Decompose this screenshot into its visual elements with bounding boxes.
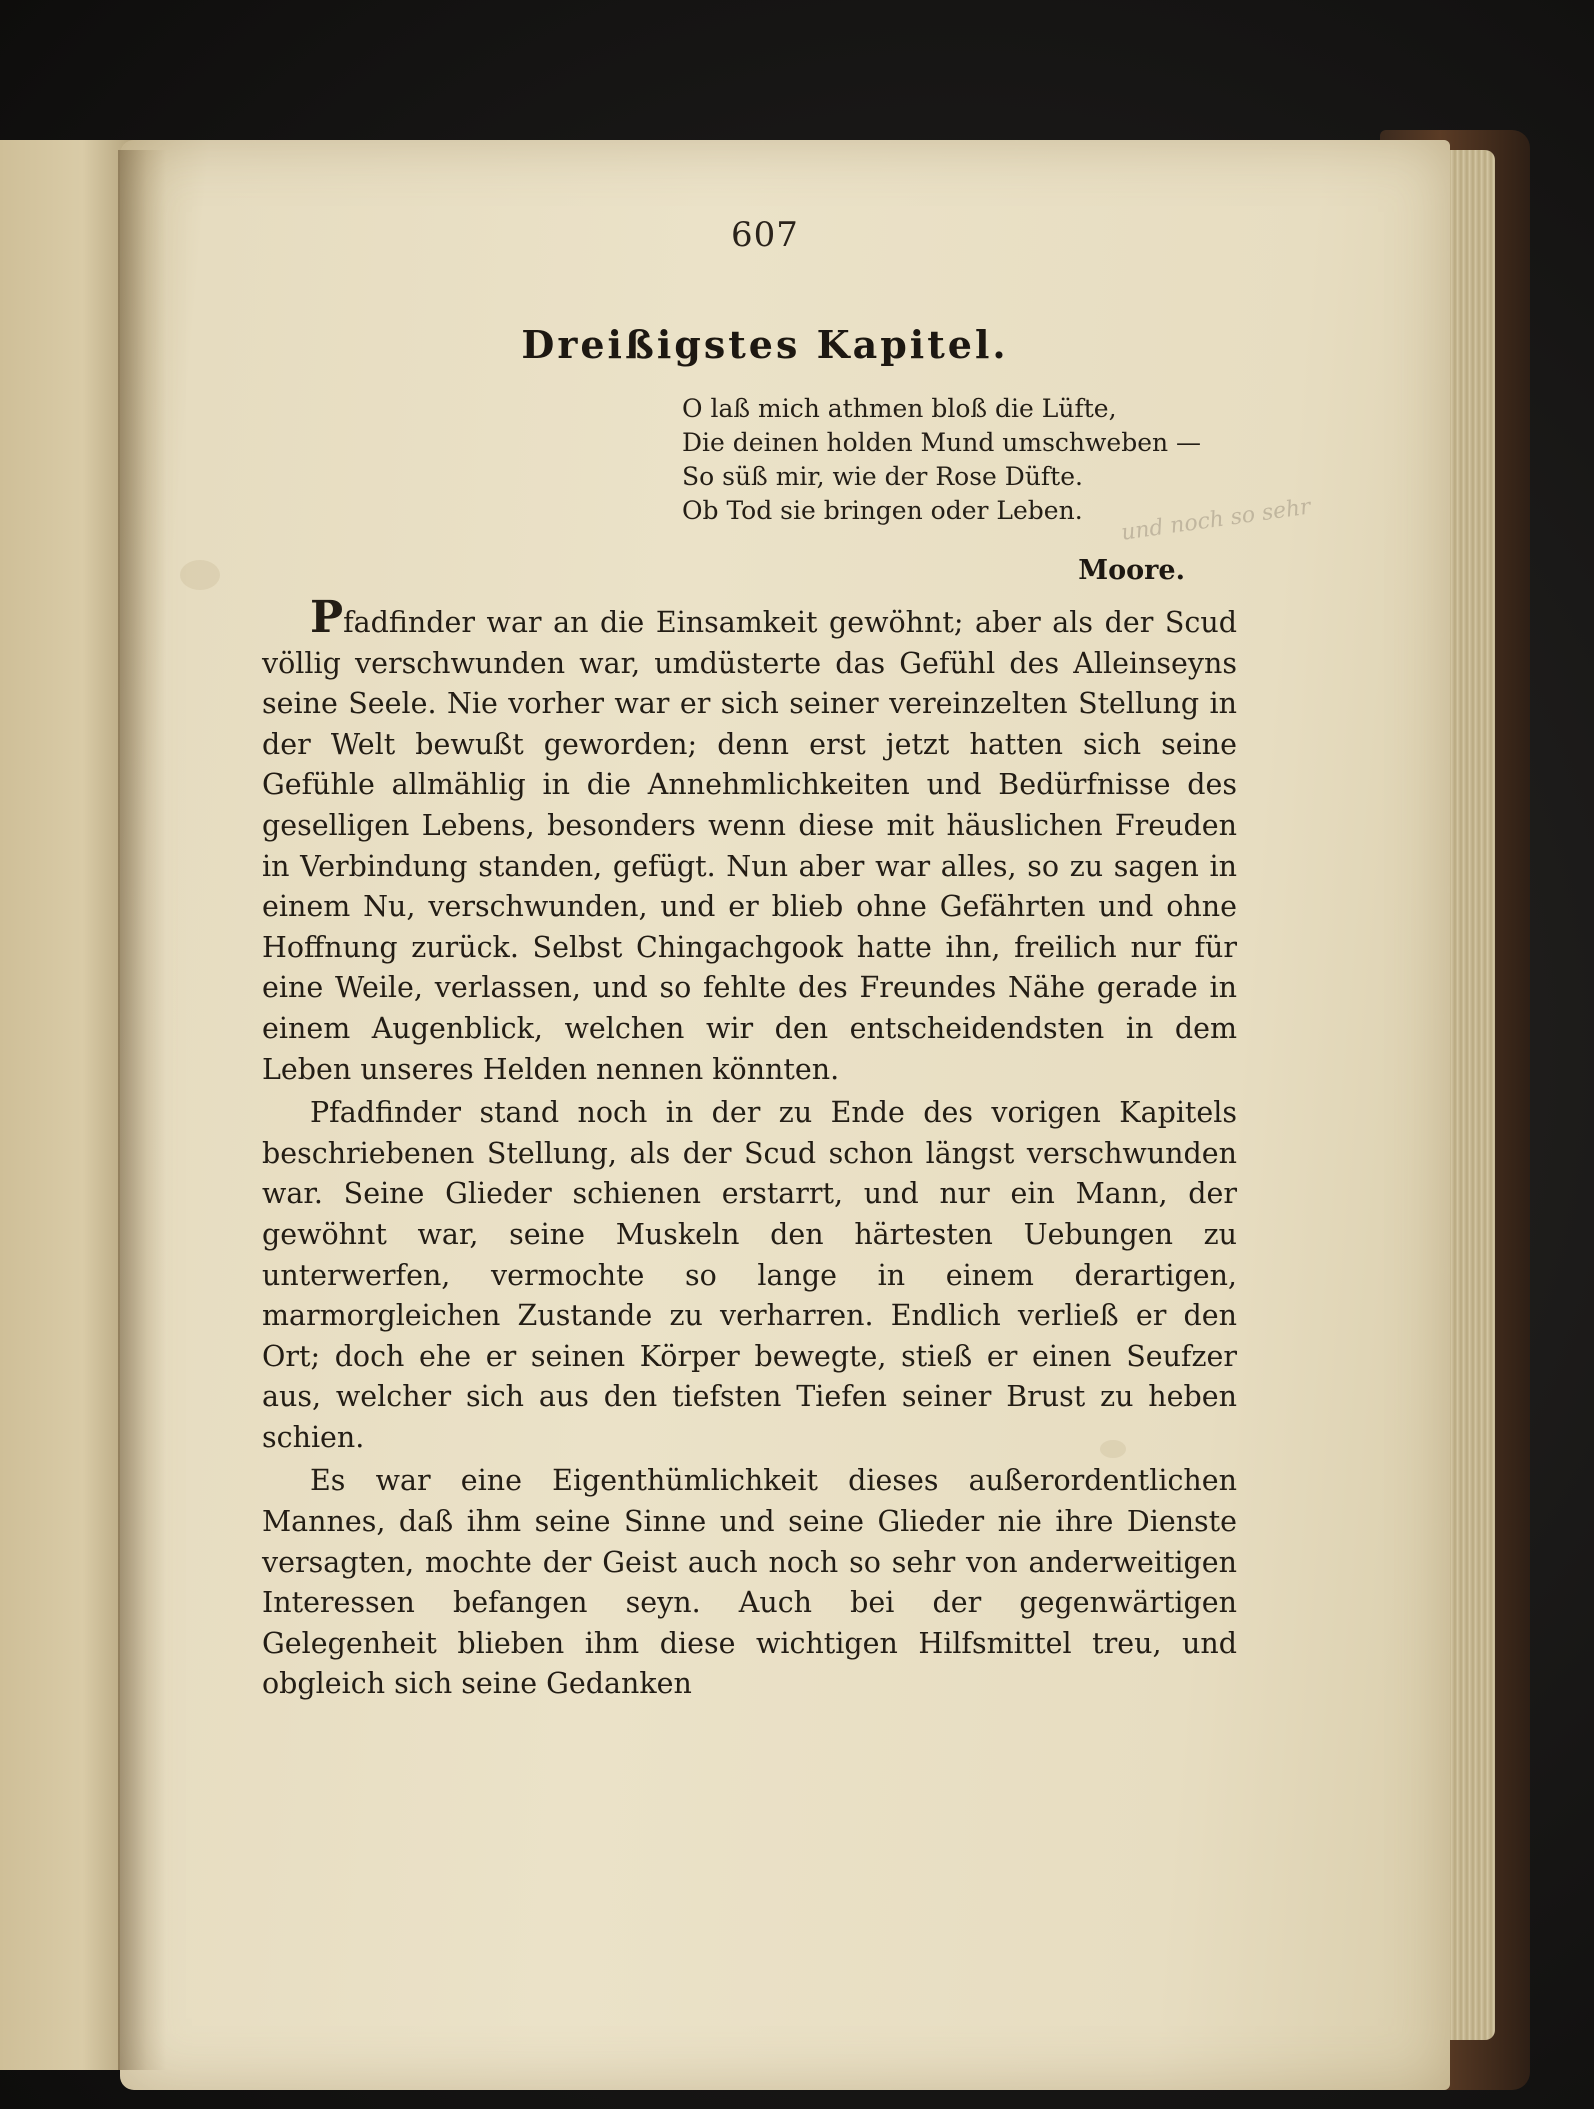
page-number: 607 [731, 215, 799, 255]
epigraph [682, 392, 1242, 528]
paper-stain [180, 560, 220, 590]
epigraph-line: O laß mich athmen bloß die Lüfte, [682, 394, 1117, 423]
epigraph-line: So süß mir, wie der Rose Düfte. [682, 462, 1083, 491]
pencil-annotation: und noch so sehr [1119, 494, 1313, 546]
paragraph-text: Pfadfinder stand noch in der zu Ende des vorigen Kapitels beschriebenen Stellung, als der Scud schon längst verschwunden war. Seine Glieder schienen erstarrt, und nur ein Mann, der gewöhnt war, seine Muskeln den härtesten Uebungen zu unterwerfen, vermochte so lange in einem derartigen, marmorgleichen Zustande zu verharren. Endlich verließ er den Ort; doch ehe er seinen Körper bewegte, stieß er einen Seufzer aus, welcher sich aus den tiefsten Tiefen seiner Brust zu heben schien. [262, 1096, 1237, 1454]
epigraph-line: Ob Tod sie bringen oder Leben. [682, 496, 1083, 525]
paragraph-text: fadfinder war an die Einsamkeit gewöhnt; aber als der Scud völlig verschwunden war, umdüsterte das Gefühl des Alleinseyns seine Seele. Nie vorher war er sich seiner vereinzelten Stellung in der Welt bewußt geworden; denn erst jetzt hatten sich seine Gefühle allmählig in die Annehmlichkeiten und Bedürfnisse des geselligen Lebens, besonders wenn diese mit häuslichen Freuden in Verbindung standen, gefügt. Nun aber war alles, so zu sagen in einem Nu, verschwunden, und er blieb ohne Gefährten und ohne Hoffnung zurück. Selbst Chingachgook hatte ihn, freilich nur für eine Weile, verlassen, und so fehlte des Freundes Nähe gerade in einem Augenblick, welchen wir den entscheidendsten in dem Leben unseres Helden nennen könnten. [262, 606, 1237, 1086]
body-text [262, 592, 1237, 1705]
paragraph [262, 1461, 1237, 1705]
paragraph [262, 592, 1237, 1090]
epigraph-line: Die deinen holden Mund umschweben — [682, 428, 1202, 457]
page-gutter [118, 150, 166, 2070]
chapter-title: Dreißigstes Kapitel. [521, 322, 1009, 367]
paragraph [262, 1093, 1237, 1458]
initial-letter: P [310, 592, 344, 643]
epigraph-author: Moore. [1078, 555, 1185, 586]
paragraph-text: Es war eine Eigenthümlichkeit dieses außerordentlichen Mannes, daß ihm seine Sinne und seine Glieder nie ihre Dienste versagten, mochte der Geist auch noch so sehr von anderweitigen Interessen befangen seyn. Auch bei der gegenwärtigen Gelegenheit blieben ihm diese wichtigen Hilfsmittel treu, und obgleich sich seine Gedanken [262, 1464, 1237, 1701]
